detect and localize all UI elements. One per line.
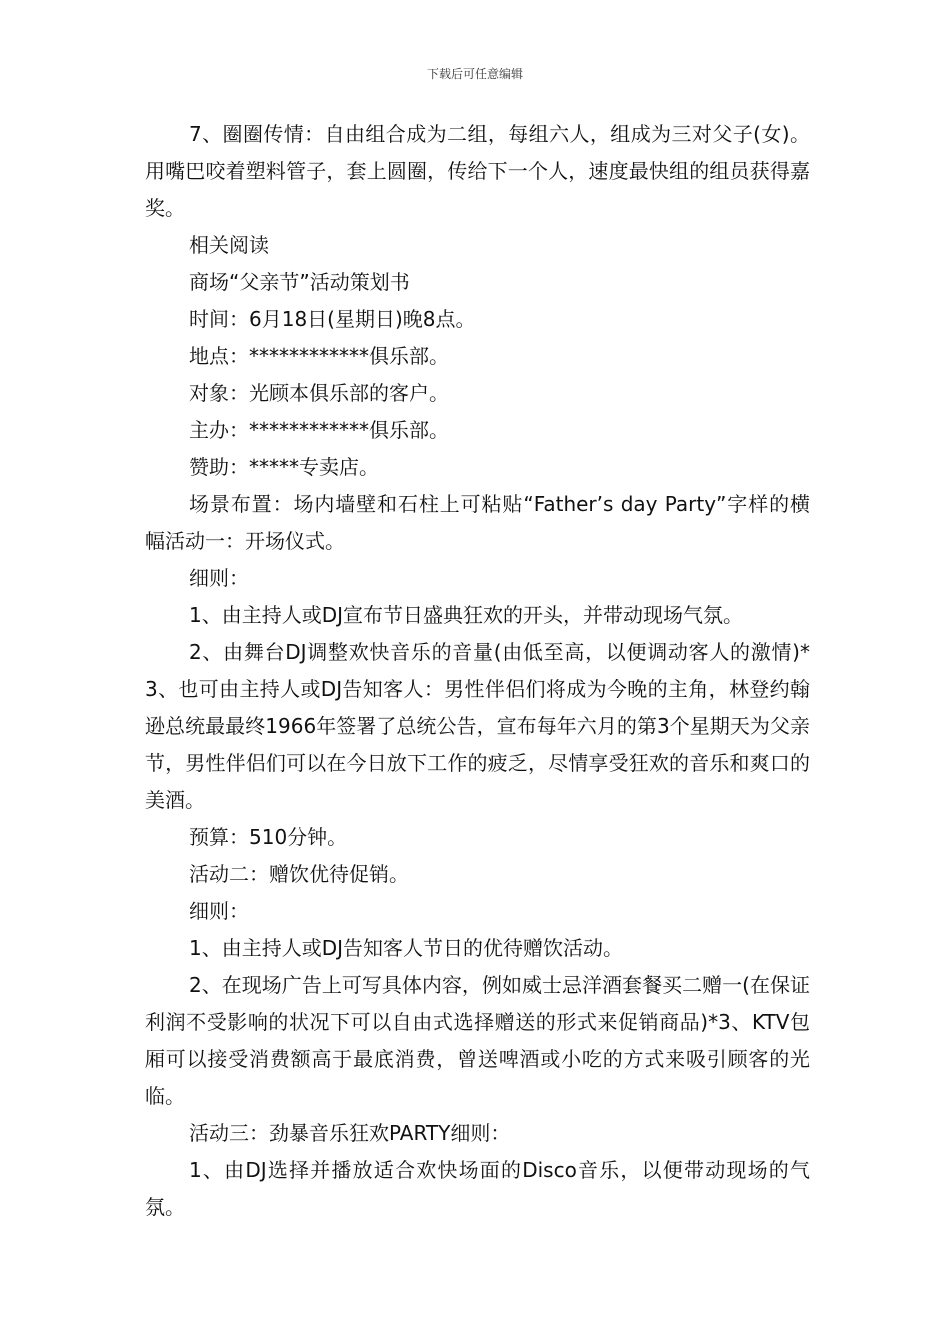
paragraph-rule-3-1: 1、由DJ选择并播放适合欢快场面的Disco音乐，以便带动现场的气氛。 xyxy=(145,1158,810,1219)
paragraph-scene-setup: 场景布置：场内墙壁和石柱上可粘贴“Father’s day Party”字样的横幅活动一：开场仪式。 xyxy=(145,492,810,553)
paragraph-location: 地点：************俱乐部。 xyxy=(189,344,449,368)
paragraph-audience: 对象：光顾本俱乐部的客户。 xyxy=(189,381,449,405)
paragraph-rule-1-2: 2、由舞台DJ调整欢快音乐的音量(由低至高，以便调动客人的激情)*3、也可由主持人或DJ告知客人：男性伴侣们将成为今晚的主角，林登约翰逊总统最最终1966年签署了总统公告，宣布每年六月的第3个星期天为父亲节，男性伴侣们可以在今日放下工作的疲乏，尽情享受狂欢的音乐和爽口的美酒。 xyxy=(145,640,810,812)
paragraph-activity-7: 7、圈圈传情：自由组合成为二组，每组六人，组成为三对父子(女)。用嘴巴咬着塑料管子，套上圆圈，传给下一个人，速度最快组的组员获得嘉奖。 xyxy=(145,122,810,220)
paragraph-rule-2-1: 1、由主持人或DJ告知客人节日的优待赠饮活动。 xyxy=(189,936,624,960)
paragraph-time: 时间：6月18日(星期日)晚8点。 xyxy=(189,307,476,331)
paragraph-activity-3: 活动三：劲暴音乐狂欢PARTY细则： xyxy=(189,1121,511,1145)
paragraph-host: 主办：************俱乐部。 xyxy=(189,418,449,442)
paragraph-related-reading: 相关阅读 xyxy=(189,233,269,257)
paragraph-rules-heading-1: 细则： xyxy=(189,566,249,590)
paragraph-rule-1-1: 1、由主持人或DJ宣布节日盛典狂欢的开头，并带动现场气氛。 xyxy=(189,603,744,627)
paragraph-rules-heading-2: 细则： xyxy=(189,899,249,923)
page-header: 下载后可任意编辑 xyxy=(426,67,523,81)
document-body xyxy=(145,116,810,1226)
paragraph-budget: 预算：510分钟。 xyxy=(189,825,348,849)
paragraph-plan-title: 商场“父亲节”活动策划书 xyxy=(189,270,410,294)
paragraph-activity-2: 活动二：赠饮优待促销。 xyxy=(189,862,409,886)
paragraph-sponsor: 赞助：*****专卖店。 xyxy=(189,455,379,479)
paragraph-rule-2-2: 2、在现场广告上可写具体内容，例如威士忌洋酒套餐买二赠一(在保证利润不受影响的状况下可以自由式选择赠送的形式来促销商品)*3、KTV包厢可以接受消费额高于最底消费，曾送啤酒或小吃的方式来吸引顾客的光临。 xyxy=(145,973,810,1108)
